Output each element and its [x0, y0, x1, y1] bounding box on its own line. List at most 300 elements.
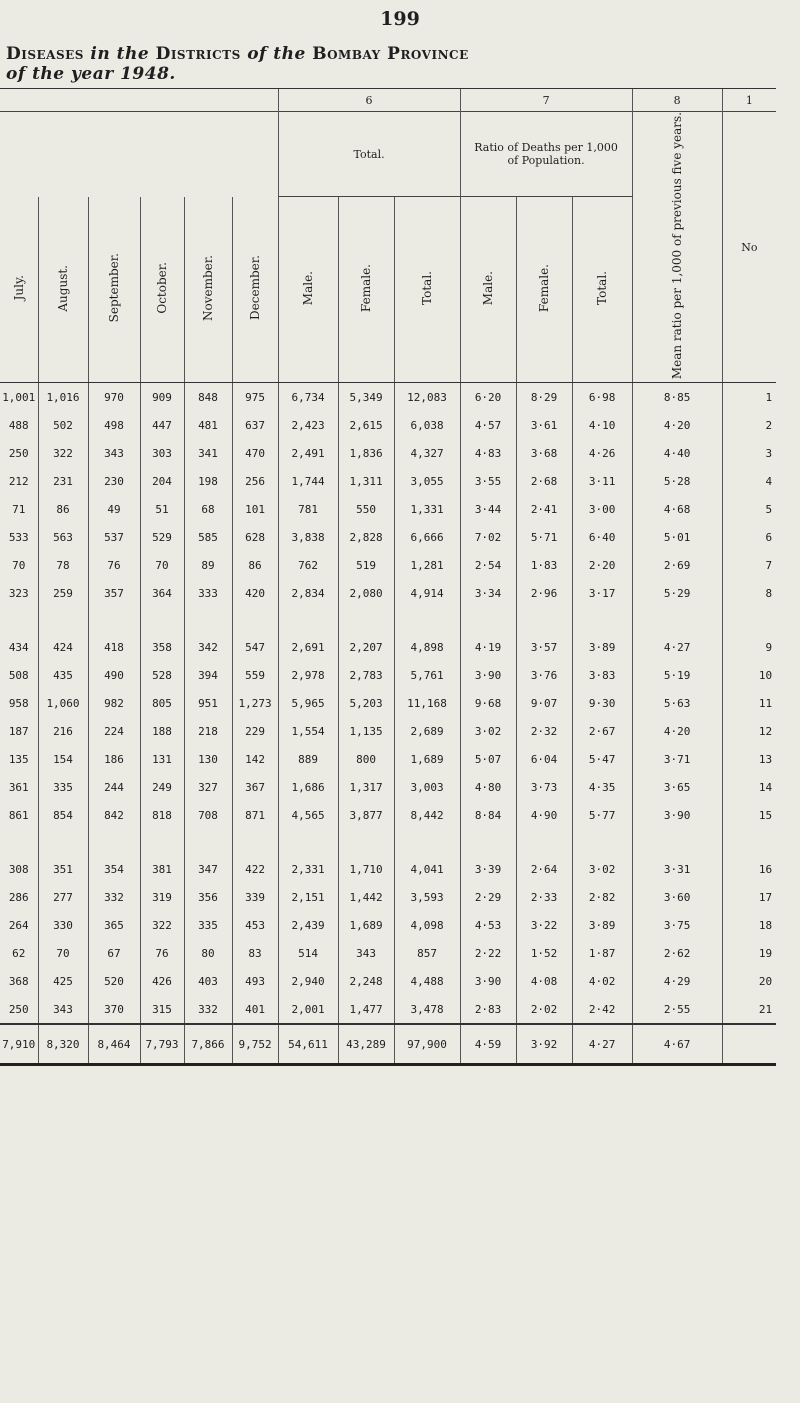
- table-cell: 2,940: [278, 967, 338, 995]
- spacer-cell: [572, 607, 632, 633]
- table-cell: 381: [140, 855, 184, 883]
- table-cell: 131: [140, 745, 184, 773]
- row-number: 14: [722, 773, 776, 801]
- table-cell: 1,442: [338, 883, 394, 911]
- table-cell: 319: [140, 883, 184, 911]
- table-cell: 6,038: [394, 411, 460, 439]
- table-cell: 2·33: [516, 883, 572, 911]
- spacer-cell: [632, 829, 722, 855]
- table-cell: 2·32: [516, 717, 572, 745]
- table-cell: 4·19: [460, 633, 516, 661]
- table-cell: 1,317: [338, 773, 394, 801]
- table-cell: 394: [184, 661, 232, 689]
- table-cell: 365: [88, 911, 140, 939]
- row-number: 20: [722, 967, 776, 995]
- table-cell: 8·29: [516, 383, 572, 412]
- table-cell: 364: [140, 579, 184, 607]
- table-cell: 3·76: [516, 661, 572, 689]
- table-row: [0, 439, 776, 467]
- page-title: [6, 44, 469, 84]
- table-cell: 5·63: [632, 689, 722, 717]
- table-cell: 9·30: [572, 689, 632, 717]
- table-cell: 3·73: [516, 773, 572, 801]
- table-cell: 2,689: [394, 717, 460, 745]
- table-cell: 2,439: [278, 911, 338, 939]
- total-cell: 7,910: [0, 1024, 38, 1065]
- table-cell: 224: [88, 717, 140, 745]
- deaths-statistics-table: [0, 88, 776, 1066]
- table-cell: 9·68: [460, 689, 516, 717]
- table-cell: 130: [184, 745, 232, 773]
- table-cell: 356: [184, 883, 232, 911]
- table-cell: 422: [232, 855, 278, 883]
- table-row: [0, 411, 776, 439]
- total-cell: 97,900: [394, 1024, 460, 1065]
- table-cell: 4·29: [632, 967, 722, 995]
- table-cell: 2·42: [572, 995, 632, 1024]
- table-cell: 550: [338, 495, 394, 523]
- table-cell: 368: [8, 974, 29, 988]
- table-cell: 1,836: [338, 439, 394, 467]
- table-cell: 502: [38, 411, 88, 439]
- table-cell: 5·77: [572, 801, 632, 829]
- spacer-cell: [88, 829, 140, 855]
- table-cell: 537: [88, 523, 140, 551]
- table-cell: 308: [8, 862, 29, 876]
- table-cell: 2,783: [338, 661, 394, 689]
- table-cell: 6·98: [572, 383, 632, 412]
- table-cell: 5,761: [394, 661, 460, 689]
- table-cell: 250: [8, 446, 29, 460]
- table-cell: 1,135: [338, 717, 394, 745]
- table-cell: 2·62: [632, 939, 722, 967]
- table-cell: 89: [184, 551, 232, 579]
- table-row: [0, 855, 776, 883]
- header-ratio-female: Female.: [516, 197, 572, 383]
- table-cell: 6,734: [278, 383, 338, 412]
- table-cell: 8,442: [394, 801, 460, 829]
- row-number: 8: [722, 579, 776, 607]
- spacer-cell: [140, 607, 184, 633]
- table-cell: 1,273: [232, 689, 278, 717]
- table-cell: 958: [8, 696, 29, 710]
- table-cell: 2,828: [338, 523, 394, 551]
- total-cell: 4·67: [632, 1024, 722, 1065]
- table-cell: 250: [8, 1002, 29, 1016]
- table-cell: 5,203: [338, 689, 394, 717]
- row-number: 3: [722, 439, 776, 467]
- spacer-cell: [460, 829, 516, 855]
- table-cell: 335: [184, 911, 232, 939]
- spacer-cell: [722, 607, 776, 633]
- table-cell: 3·61: [516, 411, 572, 439]
- table-cell: 2·83: [460, 995, 516, 1024]
- table-cell: 5·47: [572, 745, 632, 773]
- table-cell: 1,331: [394, 495, 460, 523]
- table-cell: 6·40: [572, 523, 632, 551]
- header-total-total: Total.: [394, 197, 460, 383]
- table-cell: 420: [232, 579, 278, 607]
- table-cell: 361: [8, 780, 29, 794]
- table-cell: 4·57: [460, 411, 516, 439]
- table-cell: 970: [88, 383, 140, 412]
- table-cell: 4·10: [572, 411, 632, 439]
- total-cell: 9,752: [232, 1024, 278, 1065]
- table-cell: 323: [8, 586, 29, 600]
- total-group-header: Total.: [278, 112, 460, 197]
- spacer-cell: [232, 829, 278, 855]
- table-cell: 343: [88, 439, 140, 467]
- header-december: December.: [232, 197, 278, 383]
- table-cell: 1,477: [338, 995, 394, 1024]
- table-cell: 708: [184, 801, 232, 829]
- row-number: 9: [722, 633, 776, 661]
- table-cell: 559: [232, 661, 278, 689]
- table-cell: 3·90: [460, 967, 516, 995]
- table-cell: 425: [38, 967, 88, 995]
- table-cell: 3·44: [460, 495, 516, 523]
- table-cell: 2·64: [516, 855, 572, 883]
- table-cell: 861: [8, 808, 29, 822]
- table-cell: 403: [184, 967, 232, 995]
- table-cell: 975: [232, 383, 278, 412]
- table-cell: 514: [278, 939, 338, 967]
- spacer-cell: [0, 829, 38, 855]
- table-cell: 231: [38, 467, 88, 495]
- table-row: [0, 579, 776, 607]
- table-cell: 424: [38, 633, 88, 661]
- page-number: 199: [380, 8, 420, 30]
- table-cell: 3·02: [460, 717, 516, 745]
- table-row: [0, 773, 776, 801]
- table-cell: 857: [394, 939, 460, 967]
- table-cell: 3·65: [632, 773, 722, 801]
- table-cell: 1,311: [338, 467, 394, 495]
- table-cell: 2·96: [516, 579, 572, 607]
- table-cell: 8·84: [460, 801, 516, 829]
- table-cell: 71: [12, 502, 26, 516]
- table-row: [0, 689, 776, 717]
- table-cell: 342: [184, 633, 232, 661]
- table-row: [0, 661, 776, 689]
- blank-subhead: [0, 112, 278, 197]
- table-cell: 2·22: [460, 939, 516, 967]
- table-cell: 3·11: [572, 467, 632, 495]
- table-cell: 78: [38, 551, 88, 579]
- table-cell: 1,016: [38, 383, 88, 412]
- table-cell: 332: [88, 883, 140, 911]
- table-cell: 1·83: [516, 551, 572, 579]
- table-cell: 1·52: [516, 939, 572, 967]
- table-cell: 216: [38, 717, 88, 745]
- row-number: 12: [722, 717, 776, 745]
- title-part-of-the: of the: [247, 44, 306, 64]
- table-cell: 5·19: [632, 661, 722, 689]
- table-row: [0, 967, 776, 995]
- table-cell: 3,838: [278, 523, 338, 551]
- table-row: [0, 717, 776, 745]
- table-cell: 70: [140, 551, 184, 579]
- spacer-cell: [88, 607, 140, 633]
- total-row: [0, 1024, 776, 1065]
- table-cell: 818: [140, 801, 184, 829]
- table-cell: 5·28: [632, 467, 722, 495]
- title-line-2: of the year 1948.: [6, 64, 176, 84]
- table-cell: 493: [232, 967, 278, 995]
- table-cell: 343: [38, 995, 88, 1024]
- row-number: 17: [722, 883, 776, 911]
- table-cell: 2,691: [278, 633, 338, 661]
- table-cell: 528: [140, 661, 184, 689]
- table-cell: 418: [88, 633, 140, 661]
- table-cell: 3,877: [338, 801, 394, 829]
- table-cell: 244: [88, 773, 140, 801]
- table-cell: 2,978: [278, 661, 338, 689]
- header-october: October.: [140, 197, 184, 383]
- total-cell: 7,793: [140, 1024, 184, 1065]
- row-number: 4: [722, 467, 776, 495]
- table-cell: 488: [8, 418, 29, 432]
- table-cell: 982: [88, 689, 140, 717]
- table-cell: 62: [12, 946, 26, 960]
- spacer-cell: [632, 607, 722, 633]
- table-cell: 5·71: [516, 523, 572, 551]
- table-cell: 529: [140, 523, 184, 551]
- table-cell: 4·83: [460, 439, 516, 467]
- table-cell: 508: [8, 668, 29, 682]
- table-row: [0, 801, 776, 829]
- table-cell: 86: [232, 551, 278, 579]
- table-cell: 4,327: [394, 439, 460, 467]
- table-cell: 5,349: [338, 383, 394, 412]
- table-cell: 49: [88, 495, 140, 523]
- table-cell: 453: [232, 911, 278, 939]
- spacer-row: [0, 829, 776, 855]
- row-number: 5: [722, 495, 776, 523]
- table-cell: 3·17: [572, 579, 632, 607]
- table-cell: 11,168: [394, 689, 460, 717]
- table-cell: 781: [278, 495, 338, 523]
- table-cell: 76: [88, 551, 140, 579]
- col-number-8: 8: [632, 89, 722, 112]
- row-number: [722, 1024, 776, 1065]
- table-cell: 4·27: [632, 633, 722, 661]
- table-cell: 101: [232, 495, 278, 523]
- table-cell: 3·89: [572, 633, 632, 661]
- table-cell: 3·57: [516, 633, 572, 661]
- table-cell: 4,041: [394, 855, 460, 883]
- total-cell: 7,866: [184, 1024, 232, 1065]
- table-cell: 762: [278, 551, 338, 579]
- table-body: [0, 383, 776, 1065]
- title-part-districts: Districts: [155, 44, 241, 64]
- table-cell: 2·68: [516, 467, 572, 495]
- spacer-cell: [338, 607, 394, 633]
- table-cell: 259: [38, 579, 88, 607]
- table-cell: 188: [140, 717, 184, 745]
- table-cell: 303: [140, 439, 184, 467]
- table-cell: 1,281: [394, 551, 460, 579]
- table-cell: 339: [232, 883, 278, 911]
- table-row: [0, 467, 776, 495]
- table-cell: 135: [8, 752, 29, 766]
- table-cell: 327: [184, 773, 232, 801]
- table-cell: 277: [38, 883, 88, 911]
- table-cell: 2,491: [278, 439, 338, 467]
- table-cell: 4·20: [632, 717, 722, 745]
- total-cell: 43,289: [338, 1024, 394, 1065]
- table-cell: 3·75: [632, 911, 722, 939]
- total-cell: 4·59: [460, 1024, 516, 1065]
- table-cell: 3·90: [632, 801, 722, 829]
- row-number: 1: [722, 383, 776, 412]
- table-cell: 315: [140, 995, 184, 1024]
- col-number-1: 1: [722, 89, 776, 112]
- table-cell: 286: [8, 890, 29, 904]
- spacer-cell: [232, 607, 278, 633]
- table-cell: 842: [88, 801, 140, 829]
- blank-group-head: [0, 89, 278, 112]
- title-part-province: Bombay Province: [312, 44, 469, 64]
- table-cell: 2,151: [278, 883, 338, 911]
- table-cell: 3·68: [516, 439, 572, 467]
- statistics-table-wrapper: [0, 88, 780, 1066]
- header-total-female: Female.: [338, 197, 394, 383]
- table-row: [0, 383, 776, 412]
- table-cell: 871: [232, 801, 278, 829]
- spacer-cell: [38, 829, 88, 855]
- table-cell: 3·31: [632, 855, 722, 883]
- table-cell: 80: [184, 939, 232, 967]
- row-number: 11: [722, 689, 776, 717]
- row-number: 2: [722, 411, 776, 439]
- total-cell: 4·27: [572, 1024, 632, 1065]
- table-cell: 6,666: [394, 523, 460, 551]
- table-cell: 498: [88, 411, 140, 439]
- table-cell: 520: [88, 967, 140, 995]
- row-number: 21: [722, 995, 776, 1024]
- title-part-in-the: in the: [90, 44, 150, 64]
- table-cell: 3,478: [394, 995, 460, 1024]
- table-cell: 2·02: [516, 995, 572, 1024]
- table-cell: 12,083: [394, 383, 460, 412]
- table-cell: 1,686: [278, 773, 338, 801]
- table-cell: 354: [88, 855, 140, 883]
- table-cell: 249: [140, 773, 184, 801]
- table-cell: 5·29: [632, 579, 722, 607]
- no-header: No: [722, 112, 776, 383]
- table-cell: 1,689: [394, 745, 460, 773]
- table-cell: 2·41: [516, 495, 572, 523]
- table-cell: 198: [184, 467, 232, 495]
- table-cell: 2,615: [338, 411, 394, 439]
- spacer-cell: [184, 829, 232, 855]
- table-cell: 435: [38, 661, 88, 689]
- table-cell: 3·00: [572, 495, 632, 523]
- table-cell: 4·08: [516, 967, 572, 995]
- col-number-6: 6: [278, 89, 460, 112]
- header-ratio-total: Total.: [572, 197, 632, 383]
- table-row: [0, 523, 776, 551]
- table-cell: 2·67: [572, 717, 632, 745]
- spacer-cell: [338, 829, 394, 855]
- table-cell: 2·55: [632, 995, 722, 1024]
- table-cell: 2,331: [278, 855, 338, 883]
- table-cell: 585: [184, 523, 232, 551]
- spacer-row: [0, 607, 776, 633]
- table-cell: 909: [140, 383, 184, 412]
- table-cell: 3·22: [516, 911, 572, 939]
- table-cell: 3·55: [460, 467, 516, 495]
- spacer-cell: [460, 607, 516, 633]
- row-number: 15: [722, 801, 776, 829]
- table-cell: 230: [88, 467, 140, 495]
- total-cell: 8,464: [88, 1024, 140, 1065]
- table-cell: 264: [8, 918, 29, 932]
- table-cell: 481: [184, 411, 232, 439]
- table-cell: 563: [38, 523, 88, 551]
- table-cell: 332: [184, 995, 232, 1024]
- table-cell: 3·02: [572, 855, 632, 883]
- table-cell: 2,248: [338, 967, 394, 995]
- table-cell: 2,834: [278, 579, 338, 607]
- table-cell: 1·87: [572, 939, 632, 967]
- table-cell: 370: [88, 995, 140, 1024]
- spacer-cell: [278, 829, 338, 855]
- table-cell: 204: [140, 467, 184, 495]
- spacer-cell: [516, 607, 572, 633]
- table-cell: 70: [38, 939, 88, 967]
- table-cell: 4·35: [572, 773, 632, 801]
- table-cell: 3·89: [572, 911, 632, 939]
- spacer-cell: [184, 607, 232, 633]
- table-cell: 4·02: [572, 967, 632, 995]
- table-cell: 5·01: [632, 523, 722, 551]
- table-cell: 2·69: [632, 551, 722, 579]
- table-cell: 4,565: [278, 801, 338, 829]
- row-number: 16: [722, 855, 776, 883]
- table-cell: 2·20: [572, 551, 632, 579]
- spacer-cell: [572, 829, 632, 855]
- table-cell: 447: [140, 411, 184, 439]
- table-cell: 6·04: [516, 745, 572, 773]
- table-cell: 2,207: [338, 633, 394, 661]
- title-part-diseases: Diseases: [6, 44, 84, 64]
- table-cell: 335: [38, 773, 88, 801]
- table-cell: 67: [88, 939, 140, 967]
- table-cell: 3,593: [394, 883, 460, 911]
- header-august: August.: [38, 197, 88, 383]
- table-cell: 7·02: [460, 523, 516, 551]
- table-cell: 628: [232, 523, 278, 551]
- table-cell: 142: [232, 745, 278, 773]
- table-cell: 4·53: [460, 911, 516, 939]
- table-cell: 848: [184, 383, 232, 412]
- header-ratio-male: Male.: [460, 197, 516, 383]
- table-cell: 218: [184, 717, 232, 745]
- table-cell: 1,001: [2, 390, 36, 404]
- table-cell: 341: [184, 439, 232, 467]
- table-row: [0, 745, 776, 773]
- table-cell: 256: [232, 467, 278, 495]
- table-cell: 322: [140, 911, 184, 939]
- table-cell: 4,488: [394, 967, 460, 995]
- header-november: November.: [184, 197, 232, 383]
- spacer-cell: [0, 607, 38, 633]
- ratio-group-header: Ratio of Deaths per 1,000 of Population.: [460, 112, 632, 197]
- spacer-cell: [722, 829, 776, 855]
- table-cell: 4·40: [632, 439, 722, 467]
